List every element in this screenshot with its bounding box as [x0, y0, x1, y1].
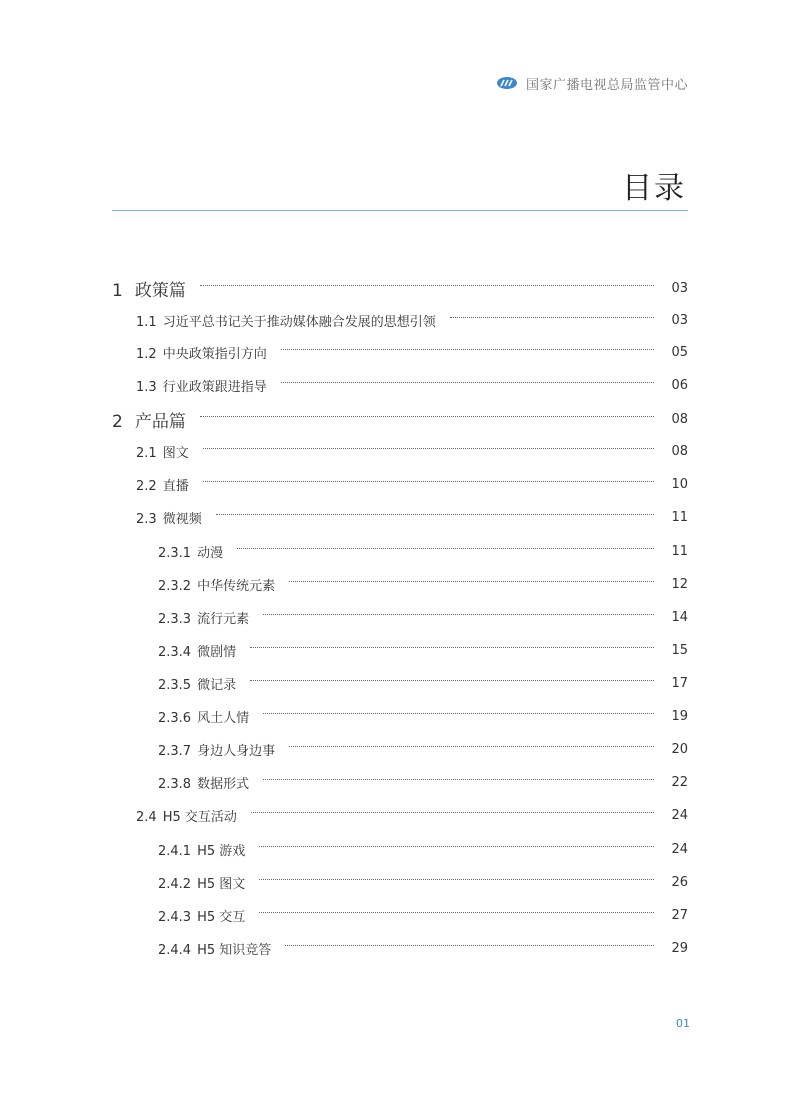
toc-entry-label [158, 608, 263, 627]
toc-entry-label [136, 442, 203, 461]
toc-entry[interactable] [112, 407, 688, 431]
toc-entry-page: 19 [671, 708, 688, 724]
toc-entry-label [158, 773, 263, 792]
toc-entry-page: 17 [671, 675, 688, 691]
toc-leader-dots [289, 746, 654, 747]
toc-entry-number: 2.3.1 [158, 545, 192, 561]
toc-entry-label [136, 806, 251, 825]
toc-leader-dots [289, 581, 654, 582]
toc-entry-title: 微记录 [197, 677, 237, 693]
toc-entry-title: 微剧情 [197, 644, 237, 660]
toc-entry-label [158, 707, 263, 726]
toc-entry-page: 11 [671, 509, 688, 525]
toc-entry-label [112, 407, 200, 432]
toc-leader-dots [237, 548, 654, 549]
toc-entry-title: H5 知识竞答 [197, 942, 272, 958]
toc-leader-dots [200, 285, 654, 286]
toc-entry-title: 身边人身边事 [197, 743, 276, 759]
toc-entry-number: 1 [112, 280, 123, 301]
toc-entry-title: 行业政策跟进指导 [162, 379, 267, 395]
toc-entry-label [158, 939, 285, 958]
toc-entry-title: 数据形式 [197, 776, 250, 792]
toc-entry[interactable] [158, 572, 688, 596]
toc-entry-page: 24 [671, 841, 688, 857]
toc-entry[interactable] [158, 936, 688, 960]
toc-entry-page: 12 [671, 576, 688, 592]
toc-entry-title: 风土人情 [197, 710, 250, 726]
toc-entry-number: 2.4.1 [158, 843, 192, 859]
toc-entry-label [158, 740, 289, 759]
toc-entry-title: 中华传统元素 [197, 578, 276, 594]
toc-entry[interactable] [158, 704, 688, 728]
toc-leader-dots [259, 879, 654, 880]
toc-leader-dots [259, 912, 654, 913]
toc-entry-page: 11 [671, 543, 688, 559]
toc-entry-page: 08 [671, 443, 688, 459]
toc-entry[interactable] [158, 870, 688, 894]
toc-entry-title: H5 图文 [197, 876, 246, 892]
toc-entry-label [158, 542, 237, 561]
toc-leader-dots [263, 713, 654, 714]
toc-entry[interactable] [136, 373, 688, 397]
toc-entry[interactable] [136, 505, 688, 529]
toc-entry[interactable] [136, 803, 688, 827]
toc-entry-title: 政策篇 [134, 280, 186, 301]
toc-entry-label [136, 475, 203, 494]
toc-leader-dots [251, 812, 654, 813]
toc-leader-dots [250, 647, 654, 648]
toc-entry[interactable] [136, 308, 688, 332]
toc-entry[interactable] [158, 737, 688, 761]
toc-entry-label [158, 873, 259, 892]
toc-entry-label [136, 508, 216, 527]
toc-entry-number: 2.4.3 [158, 909, 192, 925]
toc-entry-number: 2.3.7 [158, 743, 192, 759]
toc-leader-dots [216, 514, 654, 515]
toc-entry-page: 06 [671, 377, 688, 393]
toc-leader-dots [263, 614, 654, 615]
toc-entry[interactable] [158, 903, 688, 927]
org-name: 国家广播电视总局监管中心 [525, 77, 688, 93]
toc-entry-number: 2.4 [136, 809, 157, 825]
toc-entry-page: 26 [671, 874, 688, 890]
toc-entry[interactable] [158, 770, 688, 794]
toc-entry-number: 2.3.6 [158, 710, 192, 726]
toc-entry-label [158, 906, 259, 925]
toc-leader-dots [203, 481, 654, 482]
page-title: 目录 [622, 171, 686, 206]
toc-entry-number: 2.3.2 [158, 578, 192, 594]
toc-entry-number: 2.3.8 [158, 776, 192, 792]
toc-entry-title: 动漫 [197, 545, 224, 561]
toc-entry-page: 14 [671, 609, 688, 625]
toc-entry-page: 05 [671, 344, 688, 360]
toc-leader-dots [285, 945, 654, 946]
toc-entry-label [136, 311, 450, 330]
toc-leader-dots [250, 680, 654, 681]
page-number: 01 [676, 1017, 690, 1030]
toc-entry-title: 直播 [162, 478, 189, 494]
toc-entry-label [158, 575, 289, 594]
toc-entry-title: H5 交互 [197, 909, 246, 925]
toc-entry-label [158, 641, 250, 660]
toc-entry-number: 1.3 [136, 379, 157, 395]
toc-entry-label [136, 376, 281, 395]
toc-entry-number: 2.4.2 [158, 876, 192, 892]
toc-leader-dots [203, 448, 654, 449]
toc-entry-page: 03 [671, 312, 688, 328]
toc-entry-page: 27 [671, 907, 688, 923]
toc-entry-page: 08 [671, 411, 688, 427]
toc-entry-number: 2.1 [136, 445, 157, 461]
toc-entry-title: 图文 [162, 445, 189, 461]
toc-entry[interactable] [158, 539, 688, 563]
toc-leader-dots [200, 416, 654, 417]
toc-entry-number: 2.3 [136, 511, 157, 527]
title-divider [112, 210, 688, 211]
toc-entry-page: 22 [671, 774, 688, 790]
toc-entry[interactable] [158, 638, 688, 662]
broadcast-logo-icon [496, 76, 518, 90]
toc-entry-page: 29 [671, 940, 688, 956]
toc-entry-title: 微视频 [162, 511, 202, 527]
toc-entry-number: 2.3.3 [158, 611, 192, 627]
toc-entry-number: 2.3.5 [158, 677, 192, 693]
toc-entry-page: 20 [671, 741, 688, 757]
toc-leader-dots [259, 846, 654, 847]
toc-entry-title: 中央政策指引方向 [162, 346, 267, 362]
toc-leader-dots [263, 779, 654, 780]
toc-entry-page: 24 [671, 807, 688, 823]
toc-entry-number: 2 [112, 411, 123, 432]
toc-entry-number: 1.1 [136, 314, 157, 330]
toc-entry-number: 2.2 [136, 478, 157, 494]
toc-entry[interactable] [136, 439, 688, 463]
toc-entry-title: 产品篇 [134, 411, 186, 432]
page-header [496, 73, 688, 93]
toc-entry-title: H5 游戏 [197, 843, 246, 859]
toc-entry-page: 10 [671, 476, 688, 492]
toc-entry-title: 习近平总书记关于推动媒体融合发展的思想引领 [162, 314, 436, 330]
toc-entry[interactable] [158, 671, 688, 695]
toc-entry-number: 2.4.4 [158, 942, 192, 958]
toc-entry-title: 流行元素 [197, 611, 250, 627]
toc-leader-dots [450, 317, 654, 318]
toc-entry-label [158, 674, 250, 693]
toc-entry[interactable] [158, 837, 688, 861]
toc-entry-title: H5 交互活动 [162, 809, 237, 825]
toc-entry[interactable] [136, 472, 688, 496]
toc-entry-number: 1.2 [136, 346, 157, 362]
toc-leader-dots [281, 382, 654, 383]
toc-entry-label [158, 840, 259, 859]
toc-entry-label [112, 276, 200, 301]
toc-leader-dots [281, 349, 654, 350]
toc-entry-page: 15 [671, 642, 688, 658]
toc-entry[interactable] [112, 276, 688, 300]
toc-entry-number: 2.3.4 [158, 644, 192, 660]
toc-entry[interactable] [136, 340, 688, 364]
toc-entry-page: 03 [671, 280, 688, 296]
toc-entry-label [136, 343, 281, 362]
toc-entry[interactable] [158, 605, 688, 629]
